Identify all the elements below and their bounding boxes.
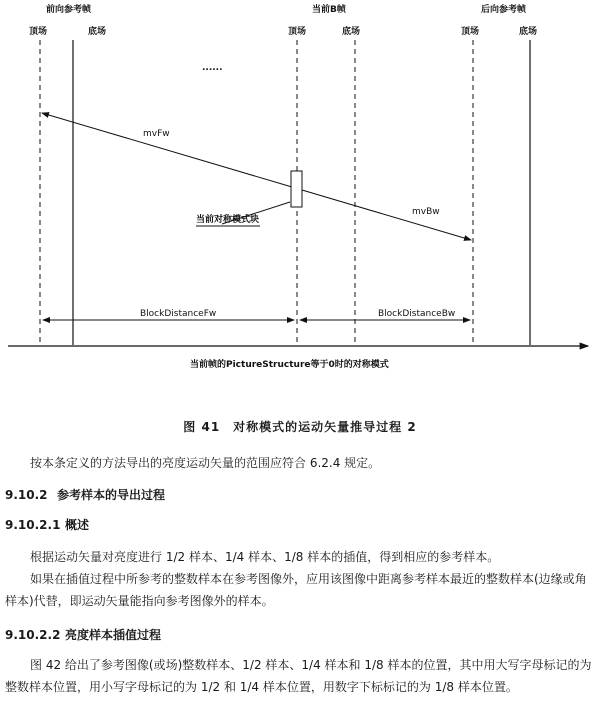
- block-distance-bw-label: BlockDistanceBw: [378, 309, 456, 319]
- bottom-note: 当前帧的PictureStructure等于0时的对称模式: [190, 360, 389, 370]
- current-block-rect: [291, 171, 302, 207]
- backward-bottom-field-label: 底场: [519, 27, 538, 37]
- paragraph-figure-42: 图 42 给出了参考图像(或场)整数样本、1/2 样本、1/4 样本和 1/8 样本的位置，其中用大写字母标记的为整数样本位置，用小写字母标记的为 1/2 和 1/4 样本位置，用数字下标标记的为 1/8 样本位置。: [5, 658, 592, 694]
- mvbw-arrow: [302, 190, 471, 240]
- forward-ref-frame-label: 前向参考帧: [46, 5, 92, 15]
- forward-bottom-field-label: 底场: [88, 27, 107, 37]
- paragraph-range-note: 按本条定义的方法导出的亮度运动矢量的范围应符合 6.2.4 规定。: [30, 456, 381, 470]
- section-number: 9.10.2: [5, 488, 48, 502]
- section-number: 9.10.2.1: [5, 518, 61, 532]
- block-distance-fw-label: BlockDistanceFw: [140, 309, 217, 319]
- figure-caption: 图 41 对称模式的运动矢量推导过程 2: [183, 420, 417, 434]
- current-top-field-label: 顶场: [288, 27, 307, 37]
- current-b-frame-label: 当前B帧: [312, 5, 346, 15]
- mvfw-arrow: [42, 113, 292, 187]
- section-heading-9-10-2-1: [5, 516, 89, 533]
- section-heading-9-10-2-2: [5, 626, 161, 643]
- current-block-label: 当前对称模式块: [196, 215, 260, 225]
- ellipsis-dots: ......: [202, 63, 223, 73]
- section-title: 参考样本的导出过程: [57, 488, 166, 502]
- section-title: 亮度样本插值过程: [65, 628, 162, 642]
- section-number: 9.10.2.2: [5, 628, 61, 642]
- section-title: 概述: [65, 518, 90, 532]
- paragraph-out-of-image: 如果在插值过程中所参考的整数样本在参考图像外，应用该图像中距离参考样本最近的整数样本(边缘或角样本)代替，即运动矢量能指向参考图像外的样本。: [5, 572, 587, 608]
- mvbw-label: mvBw: [412, 207, 440, 217]
- backward-ref-frame-label: 后向参考帧: [481, 5, 527, 15]
- backward-top-field-label: 顶场: [461, 27, 480, 37]
- current-bottom-field-label: 底场: [342, 27, 361, 37]
- section-heading-9-10-2: [5, 486, 165, 503]
- mvfw-label: mvFw: [143, 129, 170, 139]
- paragraph-interpolation: 根据运动矢量对亮度进行 1/2 样本、1/4 样本、1/8 样本的插值，得到相应的参考样本。: [30, 550, 500, 564]
- forward-top-field-label: 顶场: [29, 27, 48, 37]
